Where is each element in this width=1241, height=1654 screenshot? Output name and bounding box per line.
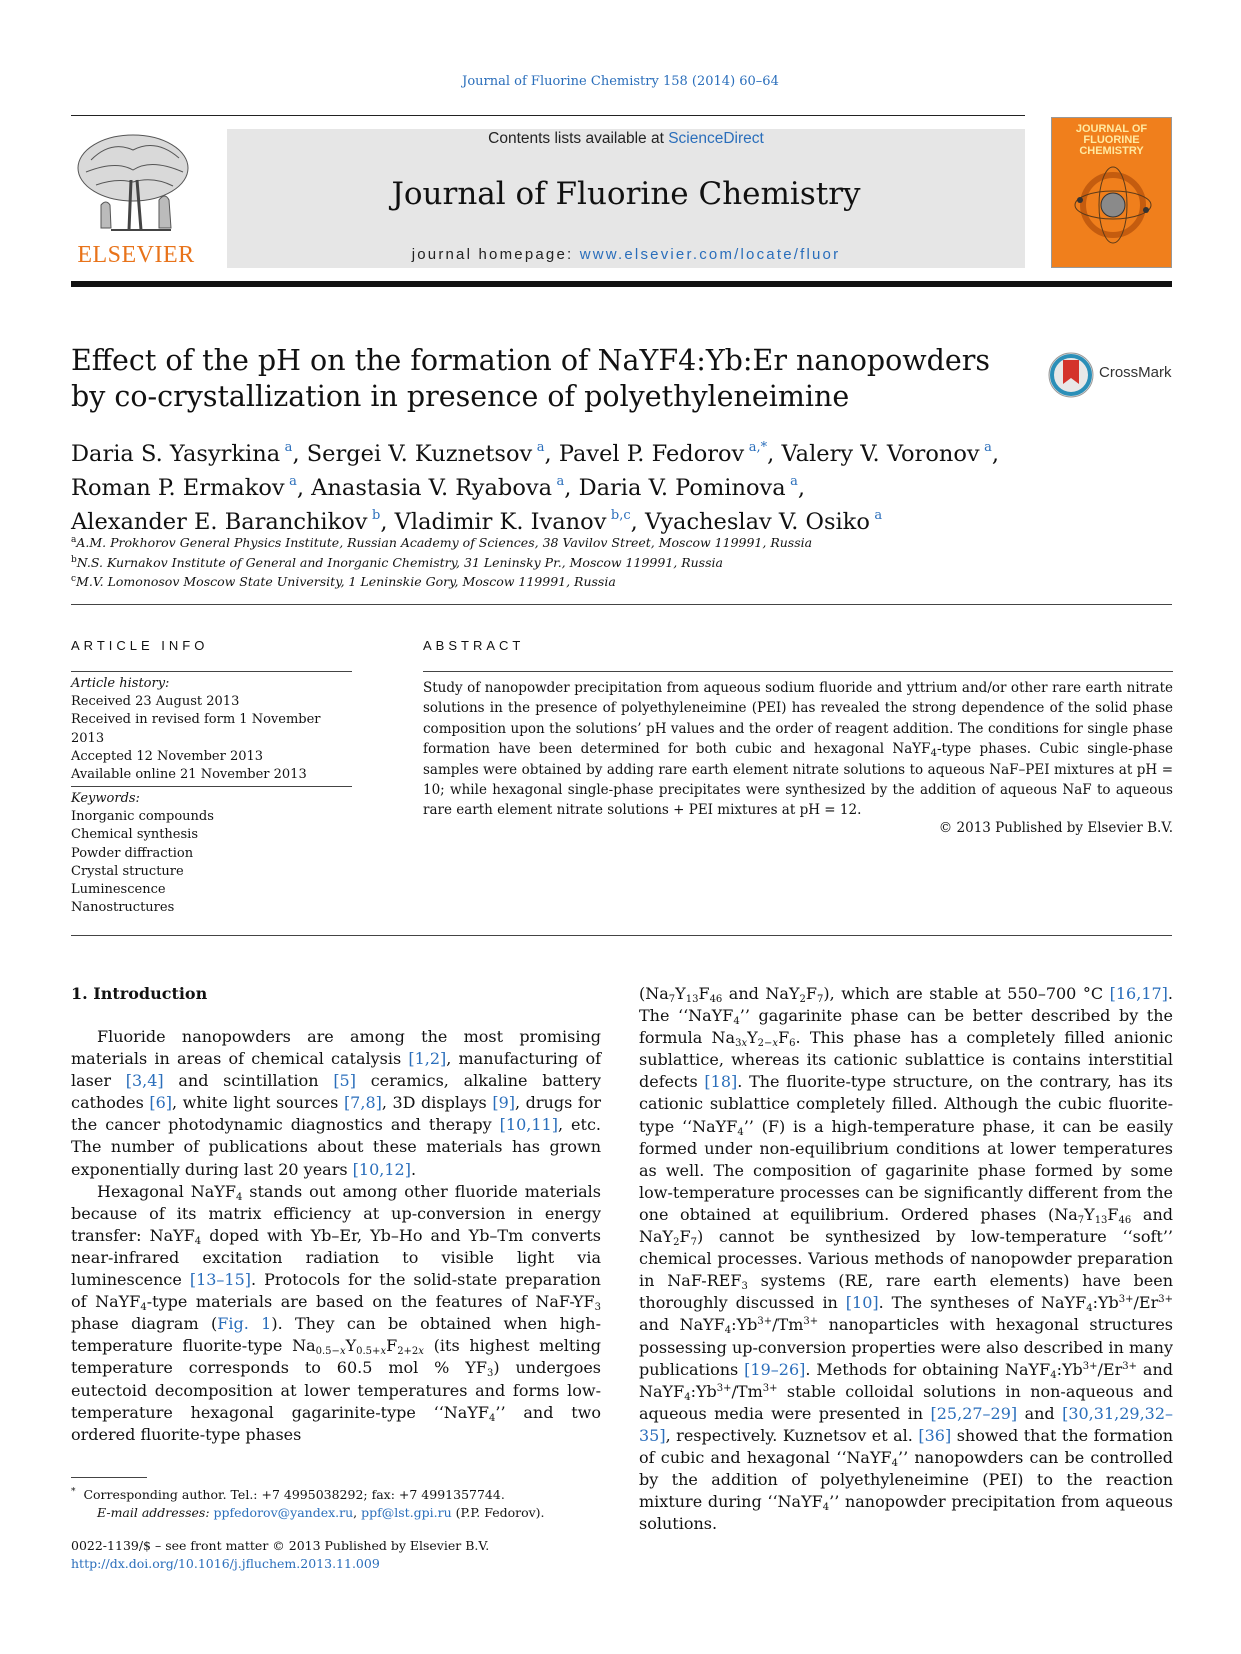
- footnote-rule: [71, 1477, 147, 1478]
- header-top-rule: [71, 115, 1025, 116]
- author-affiliation-marker[interactable]: a: [984, 440, 992, 455]
- keyword-item: Nanostructures: [71, 900, 175, 916]
- issn-line: 0022-1139/$ – see front matter © 2013 Published by Elsevier B.V.: [71, 1538, 490, 1553]
- elsevier-logo: [71, 130, 201, 268]
- elsevier-wordmark: ELSEVIER: [77, 242, 195, 268]
- author-affiliation-marker[interactable]: a,*: [748, 440, 768, 455]
- ref-link[interactable]: [1,2]: [408, 1049, 447, 1069]
- keywords-label: Keywords:: [71, 791, 140, 806]
- author-name: Sergei V. Kuznetsov: [306, 441, 533, 467]
- email-suffix: (P.P. Fedorov).: [455, 1505, 545, 1521]
- cover-title: JOURNAL OF FLUORINE CHEMISTRY: [1075, 123, 1148, 157]
- history-label: Article history:: [71, 676, 170, 691]
- affiliation-item: [71, 532, 971, 552]
- intro-paragraph-2-cont: ($Na_7Y_{13}F_{46}$ and $NaY_2F_7$), which are stable at 550–700 °C [16,17]. The ‘‘NaYF$_4$’’ gagarinite phase can be better described by the formula $Na_{3x}Y_{2-x}F_6$. This phase has a completely filled anionic sublattice, whereas its cationic sublattice is contains interstitial defects [18]. The fluorite-type structure, on the contrary, has its cationic sublattice completely filled. Although the cubic fluorite-type ‘‘NaYF$_4$’’ (F) is a high-temperature phase, it can be easily formed under non-equilibrium conditions at lower temperatures as well. The composition of gagarinite phase formed by some low-temperature processes can be significantly different from the one obtained at equilibrium. Ordered phases ($Na_7Y_{13}F_{46}$ and $NaY_2F_7$) cannot be synthesized by low-temperature ‘‘soft’’ chemical processes. Various methods of nanopowder preparation in NaF-$REF_3$ systems (RE, rare earth elements) have been thoroughly discussed in [10]. The syntheses of $NaYF_4:Yb^{3+}/Er^{3+}$ and $NaYF_4:Yb^{3+}/Tm^{3+}$ nanoparticles with hexagonal structures possessing up-conversion properties were also described in many publications [19–26]. Methods for obtaining $NaYF_4:Yb^{3+}/Er^{3+}$ and $NaYF_4:Yb^{3+}/Tm^{3+}$ stable colloidal solutions in non-aqueous and aqueous media were presented in [25,27–29] and [30,31,29,32–35], respectively. Kuznetsov et al. [36] showed that the formation of cubic and hexagonal ‘‘NaYF$_4$’’ nanopowders can be controlled by the addition of polyethyleneimine (PEI) to the reaction mixture during ‘‘NaYF$_4$’’ nanopowder precipitation from aqueous solutions.: [639, 984, 1174, 1534]
- abstract-part-a: Study of nanopowder precipitation from aqueous sodium fluoride and yttrium and/or other rare earth nitrate solutions in the presence of polyethyleneimine (PEI) has revealed the strong dependence of the solid phase composition upon the solutions’ pH values and the order of reagent addition. The conditions for single phase formation have been determined for both cubic and hexagonal NaYF: [423, 680, 1173, 758]
- history-item: Available online 21 November 2013: [71, 767, 307, 783]
- affiliation-marker: c: [71, 574, 77, 584]
- history-item: Accepted 12 November 2013: [71, 748, 264, 764]
- affiliation-item: [71, 552, 971, 572]
- author-list: [71, 434, 1071, 536]
- ref-link[interactable]: [18]: [704, 1072, 738, 1092]
- article-info-rule: [71, 671, 352, 672]
- author-name: Roman P. Ermakov: [71, 475, 285, 501]
- abstract-rule: [423, 671, 1173, 672]
- elsevier-tree-icon: [71, 130, 201, 240]
- homepage-link[interactable]: www.elsevier.com/locate/fluor: [579, 246, 841, 263]
- authors-line-3: Alexander E. Baranchikov $^b$, Vladimir K. Ivanov $^{b,c}$, Vyacheslav V. Osiko $^a$: [71, 508, 883, 535]
- sciencedirect-link[interactable]: ScienceDirect: [668, 130, 764, 147]
- author-name: Daria V. Pominova: [578, 475, 786, 501]
- ref-link[interactable]: [10]: [845, 1293, 879, 1313]
- ref-link[interactable]: [13–15]: [189, 1270, 252, 1290]
- intro-paragraph-2: Hexagonal NaYF$_4$ stands out among other fluoride materials because of its matrix efficiency at up-conversion in energy transfer: NaYF$_4$ doped with Yb–Er, Yb–Ho and Yb–Tm converts near-infrared excitation radiation to visible light via luminescence [13–15]. Protocols for the solid-state preparation of NaYF$_4$-type materials are based on the features of NaF-$YF_3$ phase diagram (Fig. 1). They can be obtained when high-temperature fluorite-type $Na_{0.5-x}Y_{0.5+x}F_{2+2x}$ (its highest melting temperature corresponds to 60.5 mol % $YF_3$) undergoes eutectoid decomposition at lower temperatures and forms low-temperature hexagonal gagarinite-type ‘‘NaYF$_4$’’ and two ordered fluorite-type phases: [71, 1181, 602, 1444]
- ref-link[interactable]: [3,4]: [125, 1071, 164, 1091]
- keywords-rule: [71, 786, 352, 787]
- journal-cover-image[interactable]: [1051, 117, 1172, 268]
- journal-title: Journal of Fluorine Chemistry: [391, 176, 861, 212]
- ref-link[interactable]: [25,27–29]: [930, 1403, 1018, 1423]
- abstract-heading: ABSTRACT: [423, 638, 525, 653]
- ref-link[interactable]: [30,31,29,32–35]: [639, 1403, 1174, 1445]
- author-affiliation-marker[interactable]: b,c: [610, 508, 631, 523]
- author-affiliation-marker[interactable]: a: [284, 440, 293, 455]
- intro-paragraph-1: Fluoride nanopowders are among the most promising materials in areas of chemical catalysis [1,2], manufacturing of laser [3,4] and scintillation [5] ceramics, alkaline battery cathodes [6], white light sources [7,8], 3D displays [9], drugs for the cancer photodynamic diagnostics and therapy [10,11], etc. The number of publications about these materials has grown exponentially during last 20 years [10,12].: [71, 1027, 602, 1179]
- email-link-2[interactable]: ppf@lst.gpi.ru: [361, 1505, 452, 1521]
- ref-link[interactable]: [5]: [333, 1071, 356, 1091]
- crossmark-badge[interactable]: [1046, 350, 1176, 400]
- affiliation-text: N.S. Kurnakov Institute of General and Inorganic Chemistry, 31 Leninsky Pr., Moscow 119991, Russia: [76, 554, 723, 570]
- keyword-item: Crystal structure: [71, 863, 184, 879]
- abstract-bottom-rule: [71, 935, 1172, 936]
- corresponding-footnote: * Corresponding author. Tel.: +7 4995038292; fax: +7 4991357744. E-mail addresses: ppfedorov@yandex.ru, ppf@lst.gpi.ru (P.P. Fedorov).: [71, 1487, 545, 1521]
- doi-line: [71, 1555, 380, 1573]
- author-affiliation-marker[interactable]: a: [874, 508, 883, 523]
- email-link-1[interactable]: ppfedorov@yandex.ru: [213, 1505, 354, 1521]
- author-affiliation-marker[interactable]: a: [790, 474, 798, 489]
- abstract-part-b: -type phases. Cubic single-phase samples were obtained by adding rare earth element nitrate solutions to aqueous NaF–PEI mixtures at pH = 10; while hexagonal single-phase precipitates were synthesized by the addition of aqueous NaF to aqueous rare earth element nitrate solutions + PEI mixtures at pH = 12.: [423, 741, 1173, 819]
- intro-column-right: [639, 983, 1173, 1535]
- abstract-sub: 4: [930, 748, 937, 760]
- keyword-item: Inorganic compounds: [71, 809, 214, 825]
- doi-link[interactable]: http://dx.doi.org/10.1016/j.jfluchem.2013.11.009: [71, 1556, 380, 1571]
- ref-link[interactable]: [10,11]: [499, 1115, 558, 1135]
- intro-column-left: [71, 1026, 601, 1446]
- article-info-heading: ARTICLE INFO: [71, 638, 209, 653]
- keyword-item: Luminescence: [71, 882, 166, 898]
- homepage-prefix: journal homepage:: [411, 246, 580, 263]
- abstract-text: [423, 678, 1173, 821]
- author-name: Anastasia V. Ryabova: [311, 475, 553, 501]
- crossmark-label: CrossMark: [1099, 364, 1172, 381]
- author-name: Daria S. Yasyrkina: [71, 441, 281, 467]
- article-history: [71, 675, 352, 784]
- ref-link[interactable]: [16,17]: [1109, 984, 1168, 1003]
- affil-bottom-rule: [71, 604, 1172, 605]
- header-thick-rule: [71, 281, 1172, 287]
- article-title: Effect of the pH on the formation of NaYF4:Yb:Er nanopowders by co-crystallization in presence of polyethyleneimine: [71, 344, 991, 413]
- ref-link[interactable]: [19–26]: [744, 1359, 806, 1379]
- affiliation-marker: a: [71, 535, 77, 545]
- contents-prefix: Contents lists available at: [488, 130, 669, 147]
- ref-link[interactable]: [6]: [149, 1093, 173, 1113]
- affiliation-text: M.V. Lomonosov Moscow State University, 1 Leninskie Gory, Moscow 119991, Russia: [76, 574, 616, 589]
- affiliation-marker: b: [71, 554, 77, 565]
- corresponding-author: Corresponding author. Tel.: +7 4995038292; fax: +7 4991357744.: [83, 1487, 505, 1503]
- affiliation-item: [71, 571, 971, 591]
- author-affiliation-marker[interactable]: a: [289, 474, 297, 489]
- keyword-item: Chemical synthesis: [71, 827, 198, 843]
- figure-link[interactable]: Fig. 1: [217, 1314, 272, 1334]
- author-affiliation-marker[interactable]: a: [536, 440, 545, 455]
- keyword-item: Powder diffraction: [71, 845, 194, 861]
- intro-heading: 1. Introduction: [71, 984, 208, 1003]
- ref-link[interactable]: [36]: [918, 1425, 952, 1445]
- author-name: Vyacheslav V. Osiko: [644, 509, 870, 535]
- history-item: Received in revised form 1 November 2013: [71, 712, 321, 746]
- author-name: Valery V. Voronov: [781, 441, 980, 467]
- ref-link[interactable]: [9]: [492, 1093, 515, 1113]
- ref-link[interactable]: [7,8]: [343, 1093, 382, 1113]
- affiliations: [71, 532, 971, 591]
- keywords: [71, 790, 352, 917]
- atom-icon: [1070, 162, 1156, 248]
- ref-link[interactable]: [10,12]: [352, 1159, 411, 1179]
- authors-line-2: Roman P. Ermakov $^a$, Anastasia V. Ryabova $^a$, Daria V. Pominova $^a$,: [71, 474, 806, 501]
- affiliation-text: A.M. Prokhorov General Physics Institute, Russian Academy of Sciences, 38 Vavilov Street, Moscow 119991, Russia: [76, 535, 813, 550]
- email-label: E-mail addresses:: [97, 1505, 210, 1521]
- author-affiliation-marker[interactable]: a: [556, 474, 565, 489]
- abstract-copyright: © 2013 Published by Elsevier B.V.: [938, 820, 1173, 836]
- history-item: Received 23 August 2013: [71, 694, 240, 710]
- crossmark-icon: [1046, 350, 1096, 400]
- author-name: Alexander E. Baranchikov: [71, 509, 368, 535]
- author-name: Vladimir K. Ivanov: [394, 509, 607, 535]
- author-name: Pavel P. Fedorov: [558, 441, 745, 467]
- contents-line: [227, 130, 1025, 148]
- authors-line-1: Daria S. Yasyrkina $^a$, Sergei V. Kuznetsov $^a$, Pavel P. Fedorov $^{a,*}$, Valery V. Voronov $^a$,: [71, 440, 1000, 467]
- author-affiliation-marker[interactable]: b: [372, 508, 381, 523]
- homepage-line: [227, 246, 1025, 263]
- journal-citation[interactable]: Journal of Fluorine Chemistry 158 (2014) 60–64: [462, 74, 779, 89]
